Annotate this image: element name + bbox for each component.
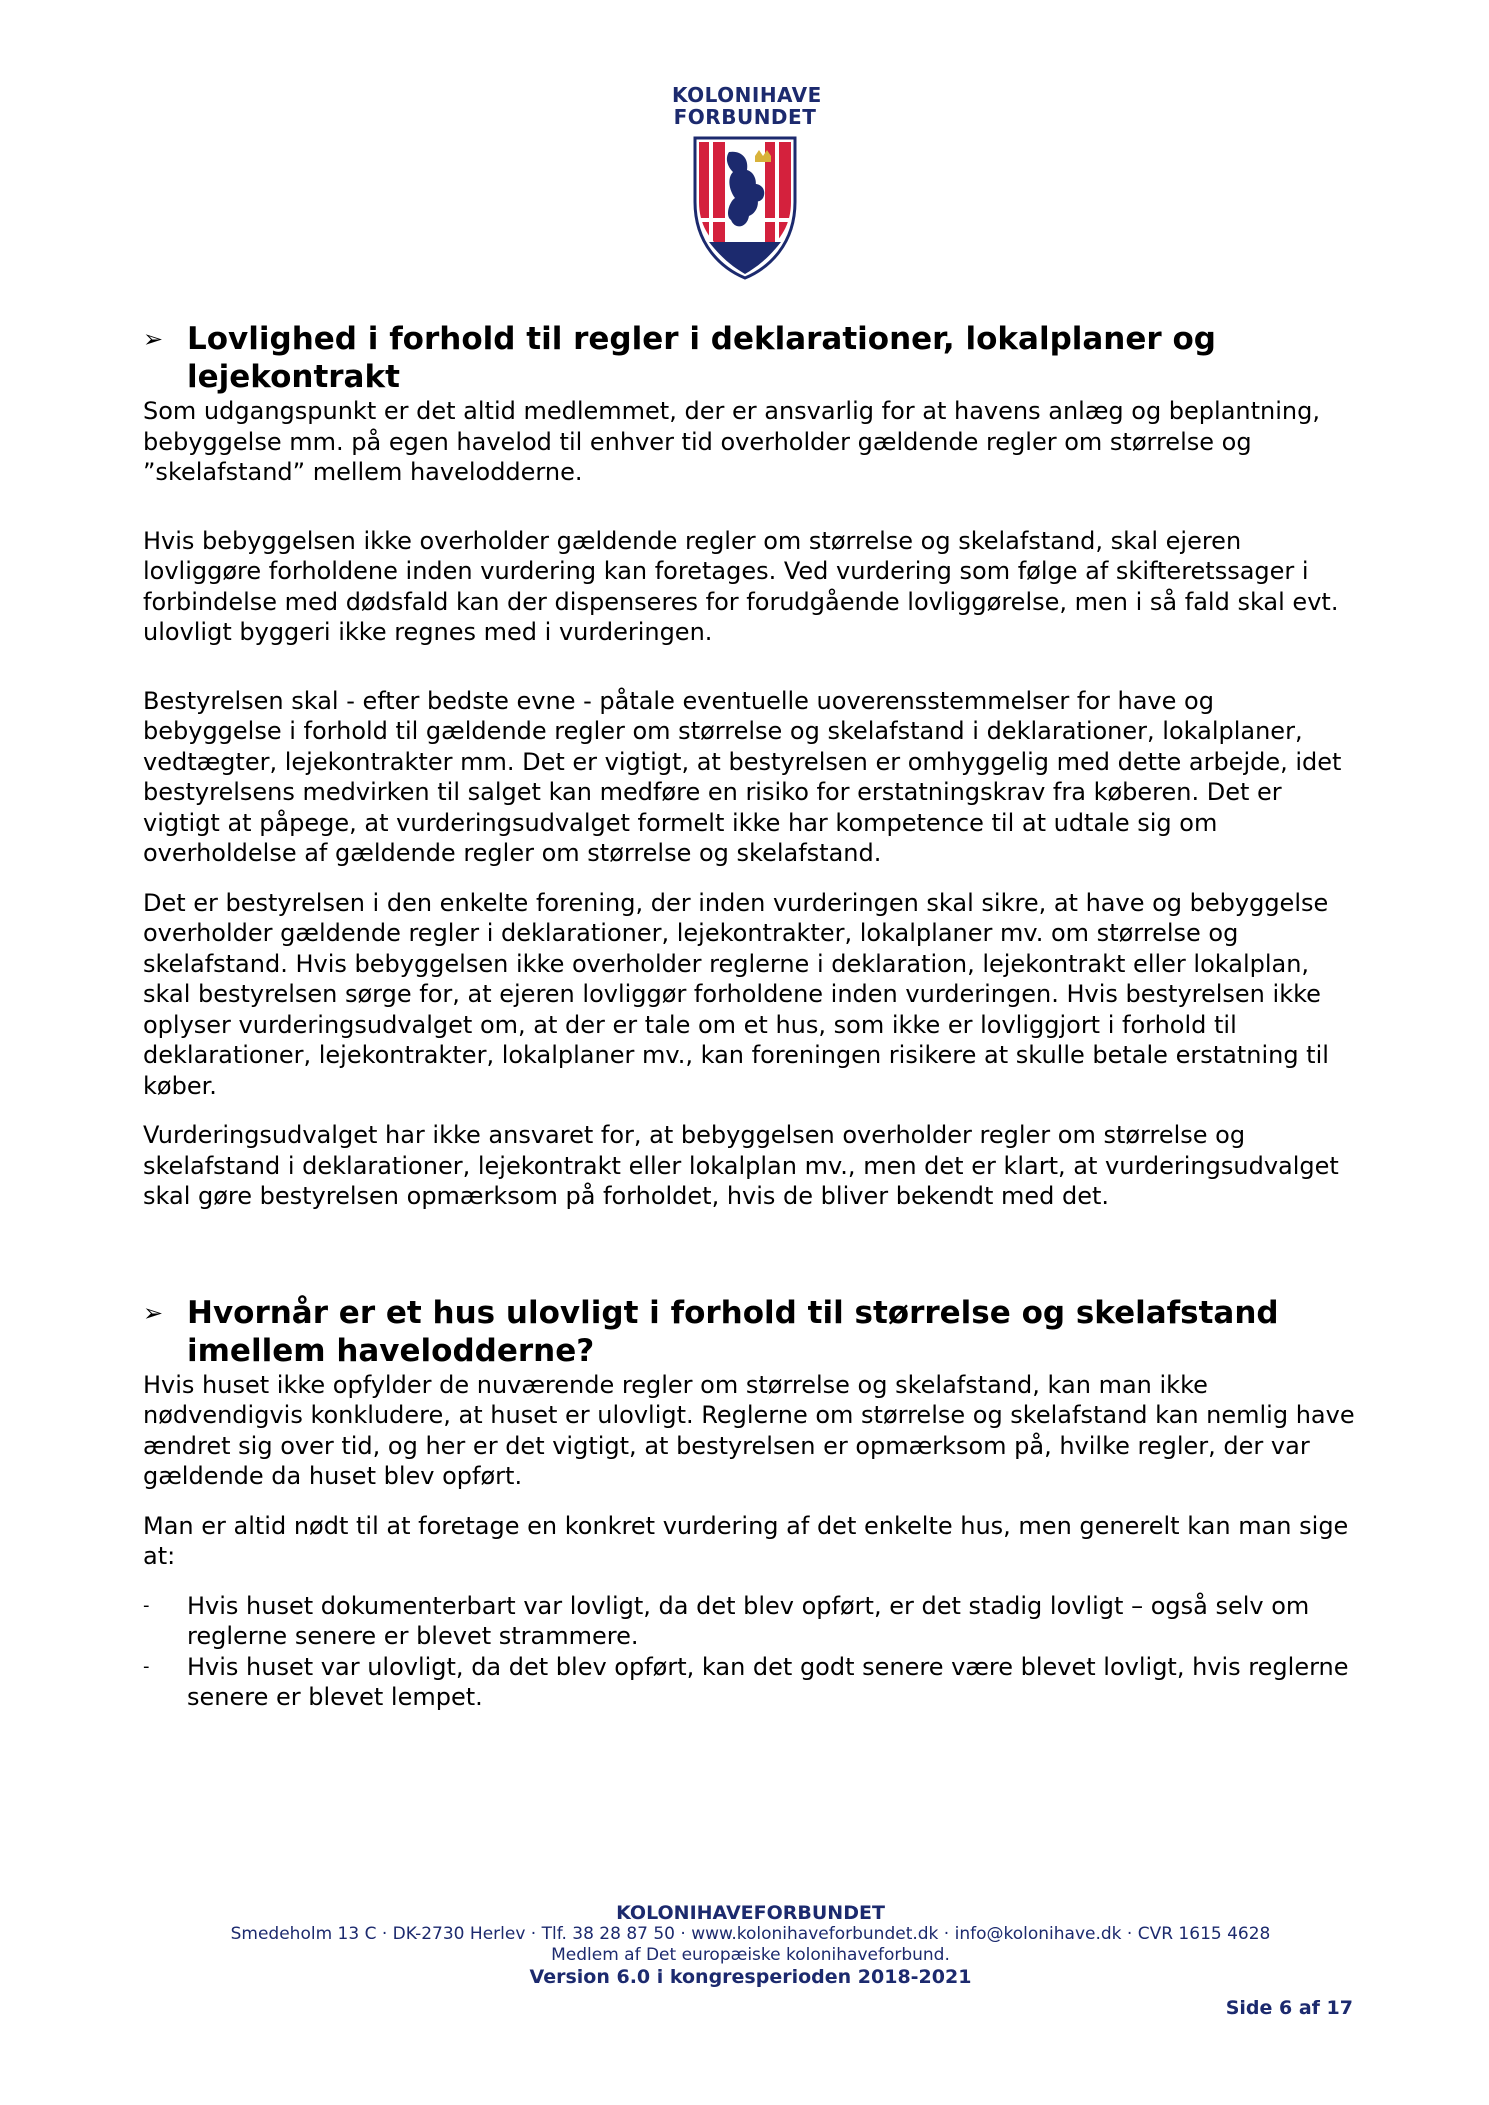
footer-version: Version 6.0 i kongresperioden 2018-2021 — [529, 1966, 972, 1988]
paragraph: Det er bestyrelsen i den enkelte forening, der inden vurderingen skal sikre, at have og bebyggelse overholder gældende regler i deklarationer, lejekontrakter, lokalplaner mv. om størrelse og skelafstand. Hvis bebyggelsen ikke overholder reglerne i deklaration, lejekontrakt eller lokalplan, skal bestyrelsen sørge for, at ejeren lovliggør forholdene inden vurderingen. Hvis bestyrelsen ikke oplyser vurderingsudvalget om, at der er tale om et hus, som ikke er lovliggjort i forhold til deklarationer, lejekontrakter, lokalplaner mv., kan foreningen risikere at skulle betale erstatning til køber. — [143, 888, 1329, 1100]
dash-bullet-icon: - — [143, 1655, 150, 1677]
footer-address: Smedeholm 13 C · DK-2730 Herlev · Tlf. 38 28 87 50 · www.kolonihaveforbundet.dk · info@kolonihave.dk · CVR 1615 4628 — [230, 1924, 1271, 1944]
footer — [143, 1902, 1358, 1988]
paragraph: Hvis bebyggelsen ikke overholder gældende regler om størrelse og skelafstand, skal ejeren lovliggøre forholdene inden vurdering kan foretages. Ved vurdering som følge af skifteretssager i forbindelse med dødsfald kan der dispenseres for forudgående lovliggørelse, men i så fald skal evt. ulovligt byggeri ikke regnes med i vurderingen. — [143, 526, 1339, 646]
paragraph: Hvis huset ikke opfylder de nuværende regler om størrelse og skelafstand, kan man ikke nødvendigvis konkludere, at huset er ulovligt. Reglerne om størrelse og skelafstand kan nemlig have ændret sig over tid, og her er det vigtigt, at bestyrelsen er opmærksom på, hvilke regler, der var gældende da huset blev opført. — [143, 1370, 1355, 1490]
document-body — [143, 320, 1358, 1713]
arrow-bullet-icon: ➢ — [143, 1298, 164, 1327]
page-number: Side 6 af 17 — [1225, 1997, 1353, 2019]
dash-bullet-icon: - — [143, 1594, 150, 1616]
footer-member: Medlem af Det europæiske kolonihaveforbund. — [551, 1945, 950, 1965]
section-heading: ➢ Hvornår er et hus ulovligt i forhold til størrelse og skelafstand imellem havelodderne? — [143, 1294, 1279, 1369]
paragraph: Vurderingsudvalget har ikke ansvaret for, at bebyggelsen overholder regler om størrelse og skelafstand i deklarationer, lejekontrakt eller lokalplan mv., men det er klart, at vurderingsudvalget skal gøre bestyrelsen opmærksom på forholdet, hvis de bliver bekendt med det. — [143, 1121, 1339, 1210]
logo-wordmark: KOLONIHAVE FORBUNDET — [672, 83, 822, 129]
footer-org: KOLONIHAVEFORBUNDET — [616, 1902, 885, 1924]
section-heading: ➢ Lovlighed i forhold til regler i deklarationer, lokalplaner og lejekontrakt — [143, 321, 1216, 395]
logo — [672, 83, 822, 282]
paragraph: Man er altid nødt til at foretage en konkret vurdering af det enkelte hus, men generelt kan man sige at: — [143, 1511, 1349, 1570]
bullet-list — [143, 1591, 1358, 1713]
list-item: - Hvis huset var ulovligt, da det blev opført, kan det godt senere være blevet lovligt, hvis reglerne senere er blevet lempet. — [143, 1652, 1349, 1711]
paragraph: Som udgangspunkt er det altid medlemmet, der er ansvarlig for at havens anlæg og beplantning, bebyggelse mm. på egen havelod til enhver tid overholder gældende regler om størrelse og ”skelafstand” mellem havelodderne. — [143, 397, 1320, 486]
list-item: - Hvis huset dokumenterbart var lovligt, da det blev opført, er det stadig lovligt – også selv om reglerne senere er blevet strammere. — [143, 1591, 1310, 1650]
shield-logo-icon — [689, 132, 801, 282]
arrow-bullet-icon: ➢ — [143, 325, 164, 353]
paragraph: Bestyrelsen skal - efter bedste evne - påtale eventuelle uoverensstemmelser for have og bebyggelse i forhold til gældende regler om størrelse og skelafstand i deklarationer, lokalplaner, vedtægter, lejekontrakter mm. Det er vigtigt, at bestyrelsen er omhyggelig med dette arbejde, idet bestyrelsens medvirken til salget kan medføre en risiko for erstatningskrav fra køberen. Det er vigtigt at påpege, at vurderingsudvalget formelt ikke har kompetence til at udtale sig om overholdelse af gældende regler om størrelse og skelafstand. — [143, 686, 1342, 867]
